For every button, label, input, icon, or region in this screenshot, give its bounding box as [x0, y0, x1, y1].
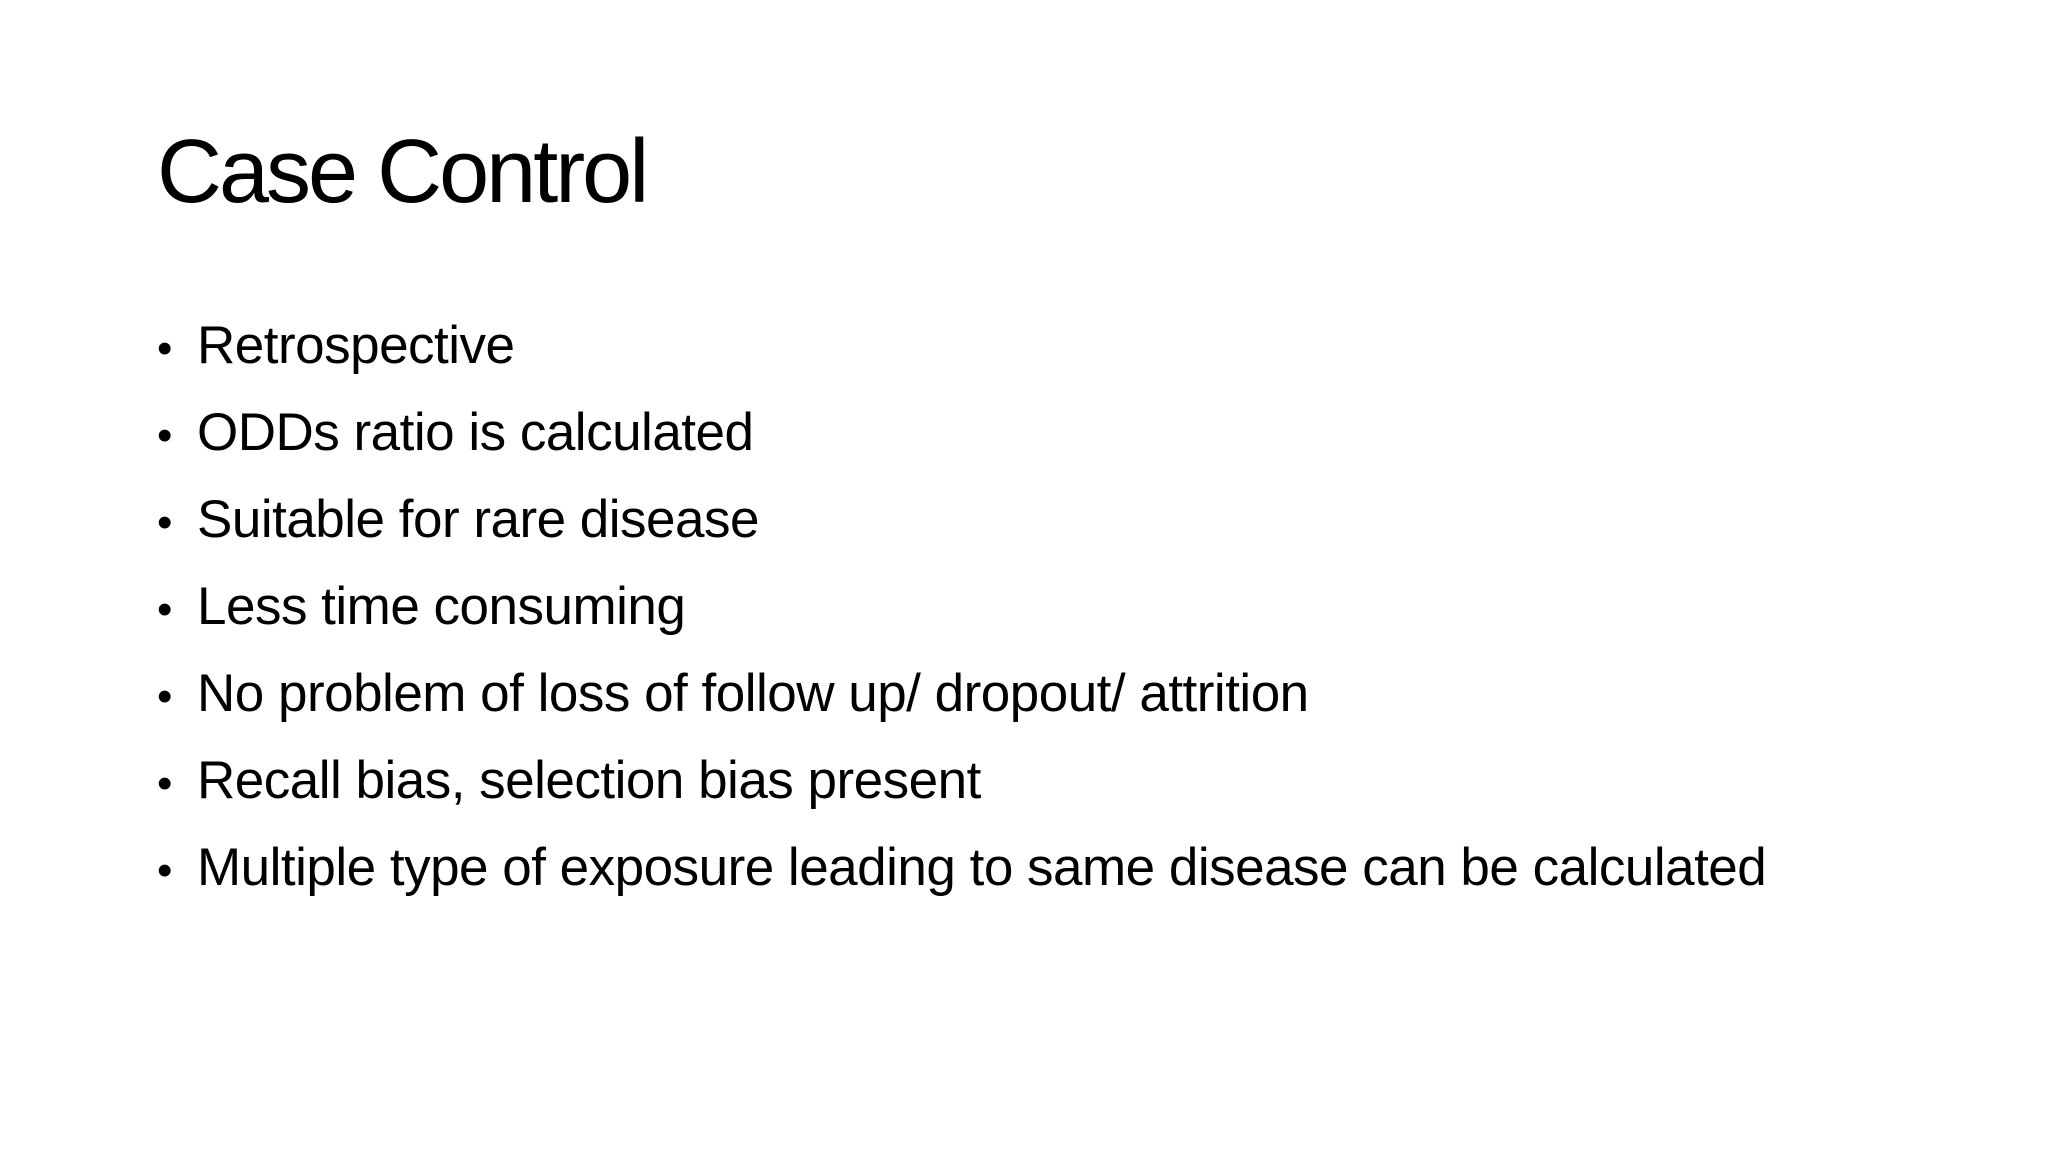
bullet-icon: • — [157, 324, 173, 373]
bullet-icon: • — [157, 585, 173, 634]
bullet-item-less-time — [157, 570, 1766, 657]
bullet-item-multiple-exposure — [157, 831, 1766, 918]
bullet-list — [157, 309, 1766, 918]
bullet-text: Less time consuming — [197, 577, 686, 636]
bullet-text: ODDs ratio is calculated — [197, 403, 754, 462]
slide-title: Case Control — [157, 122, 647, 222]
bullet-item-rare-disease — [157, 483, 1766, 570]
bullet-text: No problem of loss of follow up/ dropout/ attrition — [197, 664, 1309, 723]
bullet-icon: • — [157, 672, 173, 721]
bullet-icon: • — [157, 846, 173, 895]
bullet-item-bias — [157, 744, 1766, 831]
bullet-item-retrospective — [157, 309, 1766, 396]
bullet-icon: • — [157, 498, 173, 547]
bullet-text: Recall bias, selection bias present — [197, 751, 981, 810]
bullet-text: Multiple type of exposure leading to same disease can be calculated — [197, 838, 1767, 897]
bullet-icon: • — [157, 759, 173, 808]
bullet-text: Suitable for rare disease — [197, 490, 759, 549]
bullet-icon: • — [157, 411, 173, 460]
bullet-item-odds-ratio — [157, 396, 1766, 483]
bullet-text: Retrospective — [197, 316, 515, 375]
bullet-item-no-loss-of-follow-up — [157, 657, 1766, 744]
